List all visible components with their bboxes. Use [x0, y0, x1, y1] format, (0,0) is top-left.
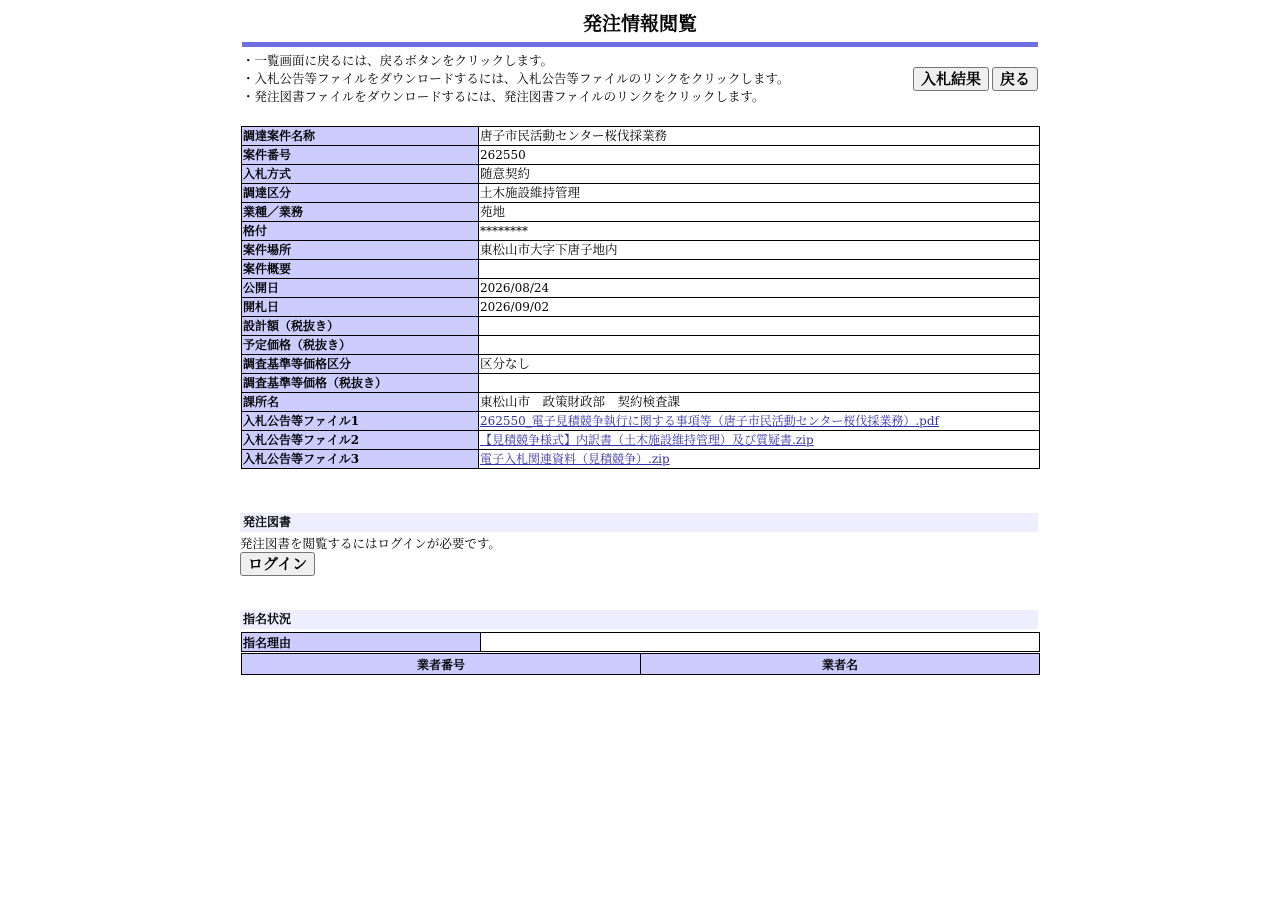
table-row — [242, 393, 1040, 412]
field-label: 調査基準等価格（税抜き） — [242, 374, 479, 393]
nomination-reason-label: 指名理由 — [242, 633, 481, 652]
nomination-reason-table — [241, 632, 1040, 652]
back-button[interactable]: 戻る — [992, 67, 1038, 91]
bid-results-button[interactable]: 入札結果 — [913, 67, 989, 91]
table-row — [242, 412, 1040, 431]
table-header-row — [242, 654, 1040, 675]
file-cell — [479, 412, 1040, 431]
field-value — [479, 317, 1040, 336]
login-button[interactable]: ログイン — [240, 552, 315, 576]
field-label: 業種／業務 — [242, 203, 479, 222]
bid-file-link-3[interactable]: 電子入札関連資料（見積競争）.zip — [480, 452, 670, 466]
field-value: 苑地 — [479, 203, 1040, 222]
table-row — [242, 203, 1040, 222]
field-label: 入札公告等ファイル1 — [242, 412, 479, 431]
instruction-item: ・入札公告等ファイルをダウンロードするには、入札公告等ファイルのリンクをクリックします。 — [242, 71, 790, 86]
field-value: ******** — [479, 222, 1040, 241]
table-row — [242, 450, 1040, 469]
field-label: 開札日 — [242, 298, 479, 317]
field-value: 区分なし — [479, 355, 1040, 374]
table-row — [242, 633, 1040, 652]
table-row — [242, 431, 1040, 450]
field-value: 東松山市大字下唐子地内 — [479, 241, 1040, 260]
field-label: 調達区分 — [242, 184, 479, 203]
table-row — [242, 241, 1040, 260]
firms-table — [241, 653, 1040, 675]
file-cell — [479, 431, 1040, 450]
instruction-item: ・発注図書ファイルをダウンロードするには、発注図書ファイルのリンクをクリックします。 — [242, 89, 765, 104]
field-value: 2026/08/24 — [479, 279, 1040, 298]
field-value: 262550 — [479, 146, 1040, 165]
table-row — [242, 184, 1040, 203]
column-header-firm-number: 業者番号 — [242, 654, 641, 675]
nomination-heading: 指名状況 — [240, 610, 1038, 629]
field-label: 案件概要 — [242, 260, 479, 279]
field-label: 調査基準等価格区分 — [242, 355, 479, 374]
bid-file-link-1[interactable]: 262550_電子見積競争執行に関する事項等（唐子市民活動センター桜伐採業務）.pdf — [480, 414, 939, 428]
field-label: 入札公告等ファイル2 — [242, 431, 479, 450]
field-label: 設計額（税抜き） — [242, 317, 479, 336]
details-table — [241, 126, 1040, 469]
table-row — [242, 165, 1040, 184]
instruction-item: ・一覧画面に戻るには、戻るボタンをクリックします。 — [242, 53, 554, 68]
field-value — [479, 374, 1040, 393]
login-required-note: 発注図書を閲覧するにはログインが必要です。 — [240, 536, 501, 551]
field-label: 公開日 — [242, 279, 479, 298]
file-cell — [479, 450, 1040, 469]
field-value: 随意契約 — [479, 165, 1040, 184]
field-value: 土木施設維持管理 — [479, 184, 1040, 203]
table-row — [242, 374, 1040, 393]
field-value: 東松山市 政策財政部 契約検査課 — [479, 393, 1040, 412]
field-label: 入札公告等ファイル3 — [242, 450, 479, 469]
field-label: 案件場所 — [242, 241, 479, 260]
nomination-reason-value — [481, 633, 1040, 652]
table-row — [242, 317, 1040, 336]
documents-heading: 発注図書 — [240, 513, 1038, 532]
table-row — [242, 279, 1040, 298]
field-label: 案件番号 — [242, 146, 479, 165]
table-row — [242, 260, 1040, 279]
table-row — [242, 146, 1040, 165]
field-value: 唐子市民活動センター桜伐採業務 — [479, 127, 1040, 146]
instruction-list — [242, 52, 789, 106]
column-header-firm-name: 業者名 — [641, 654, 1040, 675]
table-row — [242, 127, 1040, 146]
field-label: 入札方式 — [242, 165, 479, 184]
field-label: 予定価格（税抜き） — [242, 336, 479, 355]
table-row — [242, 222, 1040, 241]
table-row — [242, 355, 1040, 374]
table-row — [242, 336, 1040, 355]
table-row — [242, 298, 1040, 317]
field-value: 2026/09/02 — [479, 298, 1040, 317]
field-value — [479, 336, 1040, 355]
field-label: 格付 — [242, 222, 479, 241]
field-label: 調達案件名称 — [242, 127, 479, 146]
bid-file-link-2[interactable]: 【見積競争様式】内訳書（土木施設維持管理）及び質疑書.zip — [480, 433, 814, 447]
field-value — [479, 260, 1040, 279]
page-title: 発注情報閲覧 — [582, 13, 697, 35]
field-label: 課所名 — [242, 393, 479, 412]
